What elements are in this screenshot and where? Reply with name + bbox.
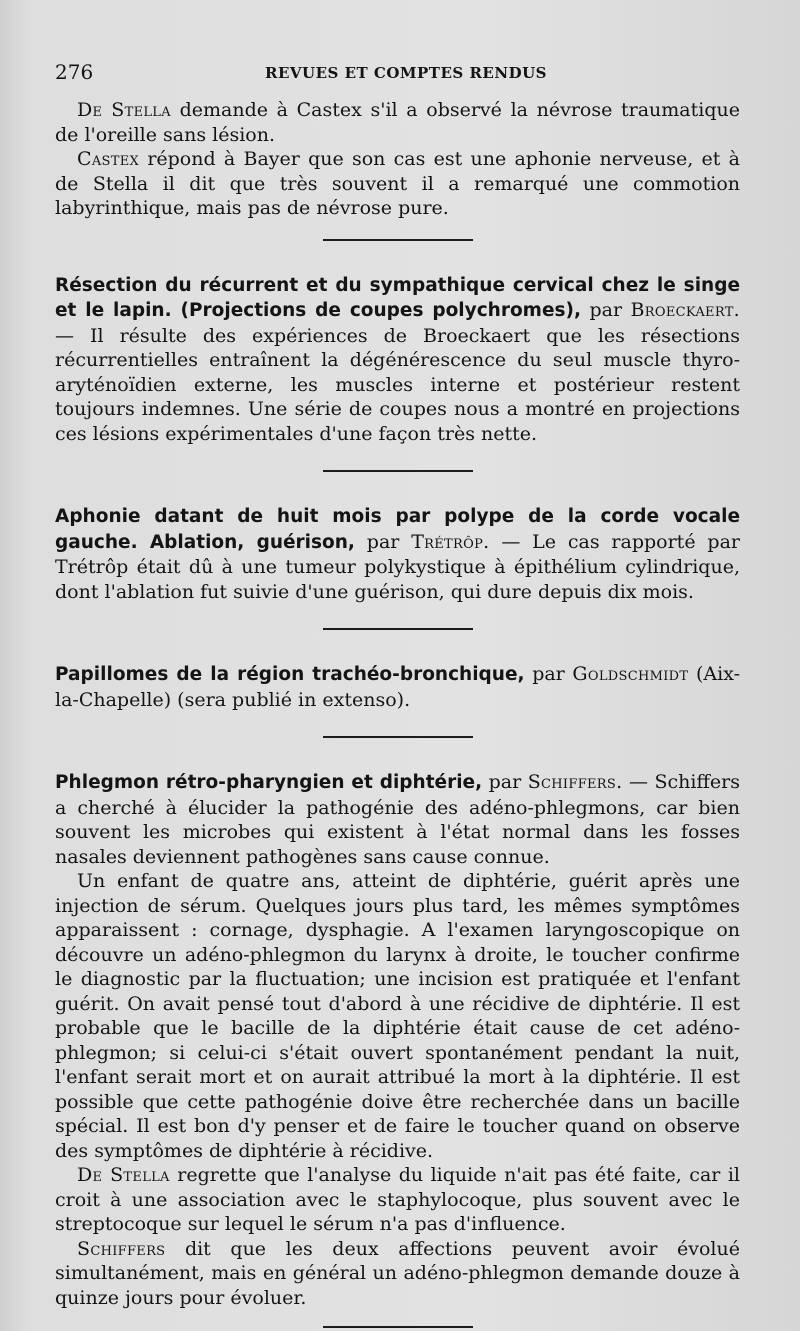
article-paragraph — [55, 1163, 740, 1237]
running-title: REVUES ET COMPTES RENDUS — [265, 64, 547, 82]
page-number: 276 — [55, 60, 94, 84]
paragraph-text: dit que les deux affections peuvent avoir évolué simultanément, mais en général un adéno-phlegmon demande douze à quinze jours pour évoluer. — [55, 1237, 740, 1309]
article-papillomes — [55, 662, 740, 712]
section-divider — [323, 628, 473, 630]
article-title: Phlegmon rétro-pharyngien et diphtérie, — [55, 772, 483, 793]
article-paragraph — [55, 1237, 740, 1311]
speaker-name: De Stella — [77, 99, 171, 121]
article-author: Goldschmidt — [572, 663, 689, 685]
article-paragraph — [55, 770, 740, 869]
paragraph-text: demande à Castex s'il a observé la névrose traumatique de l'oreille sans lésion. — [55, 99, 740, 146]
article-author: Schiffers. — [527, 771, 623, 793]
paragraph-text: répond à Bayer que son cas est une aphonie nerveuse, et à de Stella il dit que très souvent il a remarqué une commotion labyrinthique, mais pas de névrose pure. — [55, 148, 740, 219]
paragraph-text: regrette que l'analyse du liquide n'ait pas été faite, car il croit à une association avec le staphylocoque, plus souvent avec le streptocoque sur lequel le sérum n'a pas d'influence. — [55, 1164, 740, 1235]
speaker-name: Schiffers — [77, 1237, 166, 1260]
article-paragraph — [55, 662, 740, 712]
intro-paragraph-1 — [55, 98, 740, 147]
section-divider — [323, 239, 473, 241]
section-divider — [323, 736, 473, 738]
article-author: Trétrôp. — [411, 530, 490, 553]
page-header — [55, 60, 745, 90]
section-divider — [323, 470, 473, 472]
section-divider — [323, 1326, 473, 1328]
article-title: Aphonie datant de huit mois par polype de la corde vocale gauche. Ablation, guérison, — [55, 506, 740, 553]
article-paragraph — [55, 504, 740, 604]
article-paragraph: Un enfant de quatre ans, atteint de diphtérie, guérit après une injection de sérum. Quelques jours plus tard, les mêmes symptômes apparaissent : cornage, dysphagie. A l'examen laryngoscopique on découvre un adéno-phlegmon du larynx à droite, le toucher confirme le diagnostic par la fluctuation; une incision est pratiquée et l'enfant guérit. On avait pensé tout d'abord à une récidive de diphtérie. Il est probable que le bacille de la diphtérie était cause de cet adéno-phlegmon; si celui-ci s'était ouvert spontanément pendant la nuit, l'enfant serait mort et on aurait attribué la mort à la diphtérie. Il est possible que cette pathogénie doive être recherchée dans un bacille spécial. Il est bon d'y penser et de faire le toucher quand on observe des symptômes de diphtérie à récidive. — [55, 870, 740, 1162]
by-label: par — [482, 771, 528, 793]
by-label: par — [354, 530, 412, 553]
by-label: par — [581, 299, 631, 321]
article-paragraph — [55, 273, 740, 447]
article-author: Broeckaert. — [630, 299, 741, 321]
article-title: Papillomes de la région trachéo-bronchique, — [55, 664, 525, 685]
article-aphonie — [55, 504, 740, 604]
article-resection — [55, 273, 740, 447]
article-text: — Le cas rapporté par Trétrôp était dû à une tumeur polykystique à épithélium cylindrique, dont l'ablation fut suivie d'une guérison, qui dure depuis dix mois. — [55, 530, 740, 603]
intro-paragraph-2 — [55, 147, 740, 221]
article-text: (Aix-la-Chapelle) (sera publié in extenso). — [55, 663, 741, 711]
article-text: — Il résulte des expériences de Broeckaert que les résections récurrentielles entraînent la dégénérescence du seul muscle thyro-aryténoïdien externe, les muscles interne et postérieur restent toujours indemnes. Une série de coupes nous a montré en projections ces lésions expérimentales d'une façon très nette. — [55, 324, 740, 445]
by-label: par — [524, 663, 573, 685]
page-body — [55, 98, 740, 1328]
article-phlegmon — [55, 770, 740, 1310]
article-text: — Schiffers a cherché à élucider la pathogénie des adéno-phlegmons, car bien souvent les microbes qui existent à l'état normal dans les fosses nasales deviennent pathogènes sans cause connue. — [55, 771, 740, 868]
speaker-name: Castex — [77, 148, 140, 170]
speaker-name: De Stella — [77, 1164, 170, 1186]
article-title: Résection du récurrent et du sympathique cervical chez le singe et le lapin. (Projections de coupes polychromes), — [55, 274, 740, 321]
